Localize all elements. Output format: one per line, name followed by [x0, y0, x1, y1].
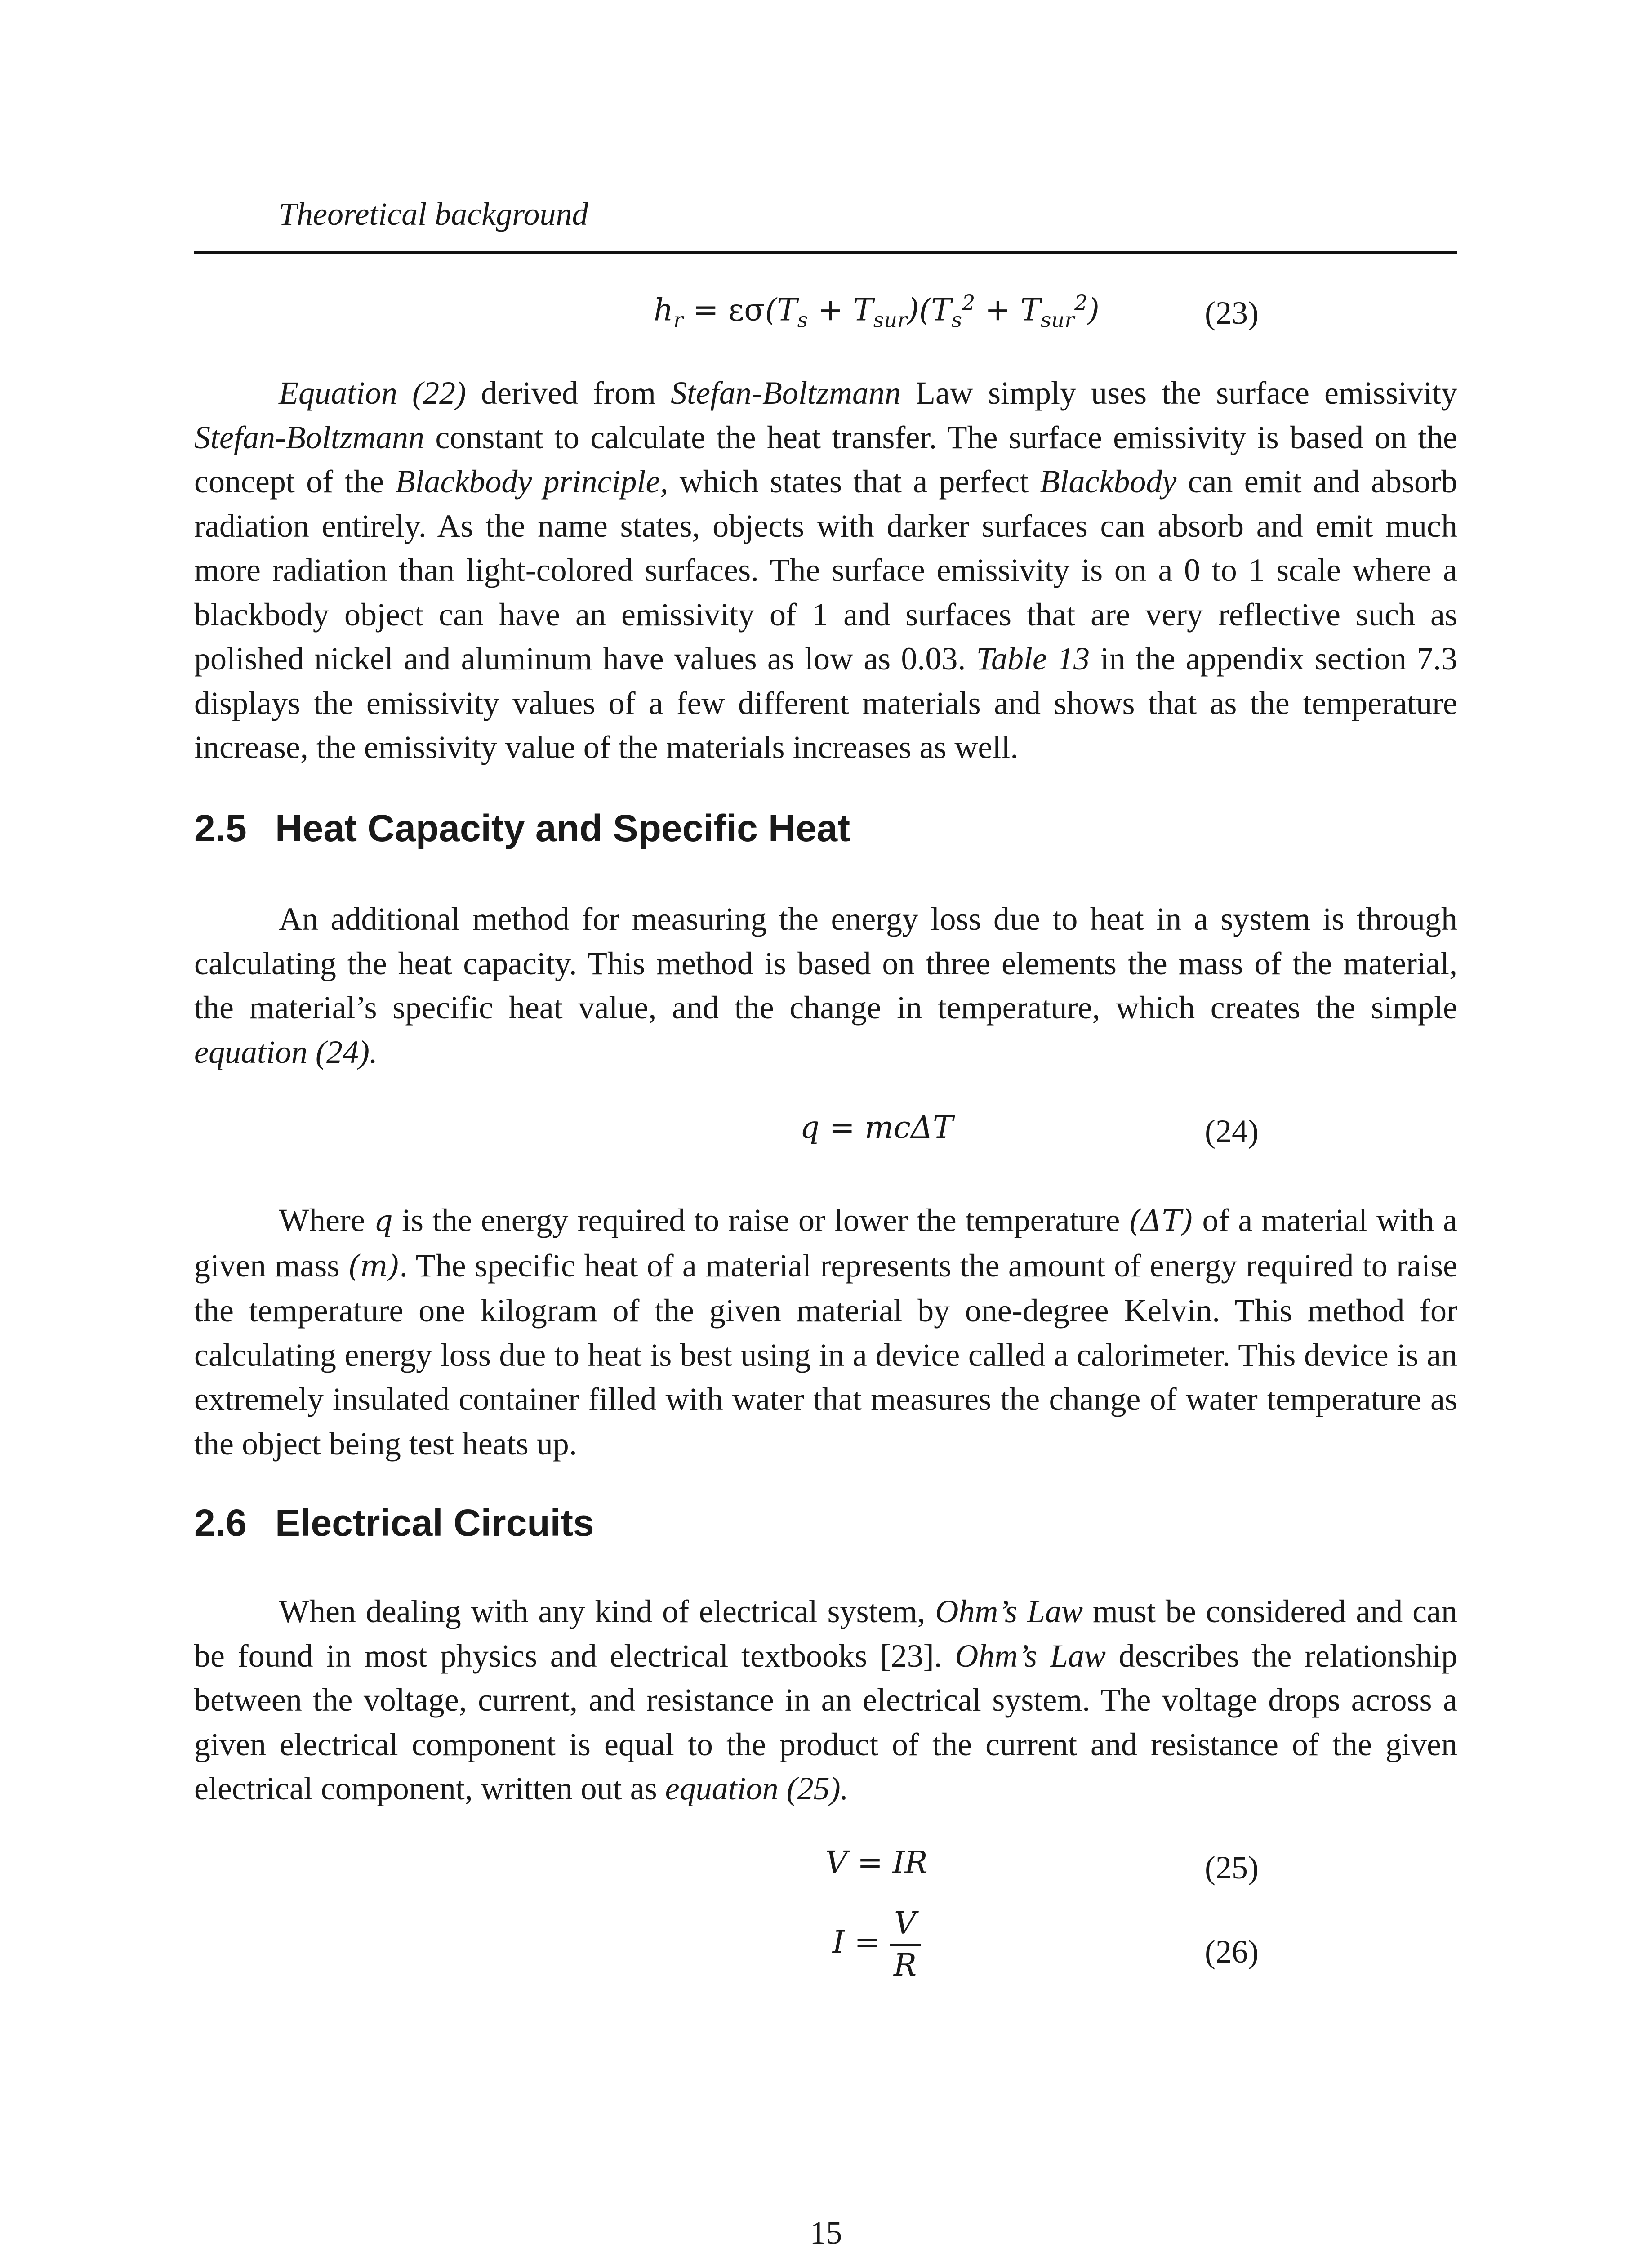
text-run: When dealing with any kind of electrical system, [279, 1593, 935, 1629]
fraction-denominator: R [893, 1948, 917, 1983]
text-run: . The specific heat of a material represents the amount of energy required to raise the temperature one kilogram of the given material by one-degree Kelvin. This method for calculating energy loss due to heat is best using in a device called a calorimeter. This device is an extremely insulated container filled with water that measures the change of water temperature as the object being test heats up. [194, 1247, 1457, 1462]
text-run: constant to calculate the heat transfer. The surface emissivity is based on the concept of the [194, 419, 1457, 500]
paragraph-heat-capacity [194, 897, 1457, 1074]
paragraph-emissivity [194, 371, 1457, 770]
paragraph-ohms-law [194, 1589, 1457, 1811]
paragraph-specific-heat [194, 1198, 1457, 1466]
equation-23-number: (23) [1205, 295, 1259, 331]
text-run: can emit and absorb radiation entirely. As the name states, objects with darker surfaces can absorb and emit much more radiation than light-colored surfaces. The surface emissivity is on a 0 to 1 scale where a blackbody object can have an emissivity of 1 and surfaces that are very reflective such as polished nickel and aluminum have values as low as 0.03. [194, 464, 1458, 677]
section-heading-2-5 [194, 809, 850, 847]
text-run: in the appendix section 7.3 displays the emissivity values of a few different materials and shows that as the temperature increase, the emissivity value of the materials increases as well. [194, 641, 1457, 765]
equation-lhs: I [832, 1925, 845, 1960]
text-run: An additional method for measuring the energy loss due to heat in a system is through calculating the heat capacity. This method is based on three elements the mass of the material, the material’s specific heat value, and the change in temperature, which creates the simple [194, 901, 1457, 1026]
text-run: Equation (22) [279, 375, 466, 411]
equation-lhs: q [800, 1110, 820, 1146]
equation-24-number: (24) [1205, 1113, 1259, 1149]
text-run: must be considered and can be found in most physics and electrical textbooks [23]. [194, 1593, 1457, 1674]
section-number: 2.5 [194, 807, 247, 849]
fraction-numerator: V [890, 1904, 921, 1946]
fraction [890, 1904, 921, 1985]
section-title: Electrical Circuits [275, 1502, 594, 1544]
text-run: equation (25). [665, 1771, 849, 1806]
running-header: Theoretical background [279, 196, 588, 232]
math-inline: q [374, 1204, 393, 1238]
section-heading-2-6 [194, 1504, 594, 1542]
text-run: equation (24). [194, 1034, 378, 1070]
text-run: derived from [466, 375, 671, 411]
text-run: Stefan-Boltzmann [671, 375, 901, 411]
equation-24: q = mcΔT [800, 1110, 953, 1146]
text-run: Table 13 [976, 641, 1090, 677]
equation-26-number: (26) [1205, 1934, 1259, 1970]
math-inline: (ΔT) [1129, 1204, 1193, 1238]
equation-25: V = IR [825, 1845, 928, 1881]
text-run: is the energy required to raise or lower the temperature [393, 1202, 1129, 1238]
text-run: Blackbody principle, [395, 464, 668, 500]
text-run: of a material with a given mass [194, 1202, 1457, 1284]
equation-rhs: mcΔT [864, 1110, 953, 1146]
equation-25-number: (25) [1205, 1850, 1259, 1886]
math-inline: (m) [348, 1249, 400, 1284]
text-run: which states that a perfect [668, 464, 1040, 500]
text-run: Ohm’s Law [935, 1593, 1083, 1629]
section-title: Heat Capacity and Specific Heat [275, 807, 850, 849]
equation-lhs: V [825, 1845, 848, 1881]
page-number: 15 [810, 2215, 842, 2248]
text-run: Where [279, 1202, 374, 1238]
equation-23: $h_r = \varepsilon\sigma(T_s + T_{sur})(T_s^2 + T_{sur}^2)$ [654, 290, 1100, 332]
text-run: Stefan-Boltzmann [194, 419, 424, 455]
equation-26: I = $\frac{V}{R}$ [584, 1904, 1169, 1985]
text-run: Ohm’s Law [955, 1637, 1106, 1674]
section-number: 2.6 [194, 1502, 247, 1544]
text-run: Blackbody [1040, 464, 1177, 500]
text-run: describes the relationship between the voltage, current, and resistance in an electrical system. The voltage drops across a given electrical component is equal to the product of the current and resistance of the given electrical component, written out as [194, 1637, 1457, 1806]
header-rule [194, 251, 1457, 254]
text-run: Law simply uses the surface emissivity [900, 375, 1458, 411]
equation-rhs: IR [892, 1845, 928, 1881]
